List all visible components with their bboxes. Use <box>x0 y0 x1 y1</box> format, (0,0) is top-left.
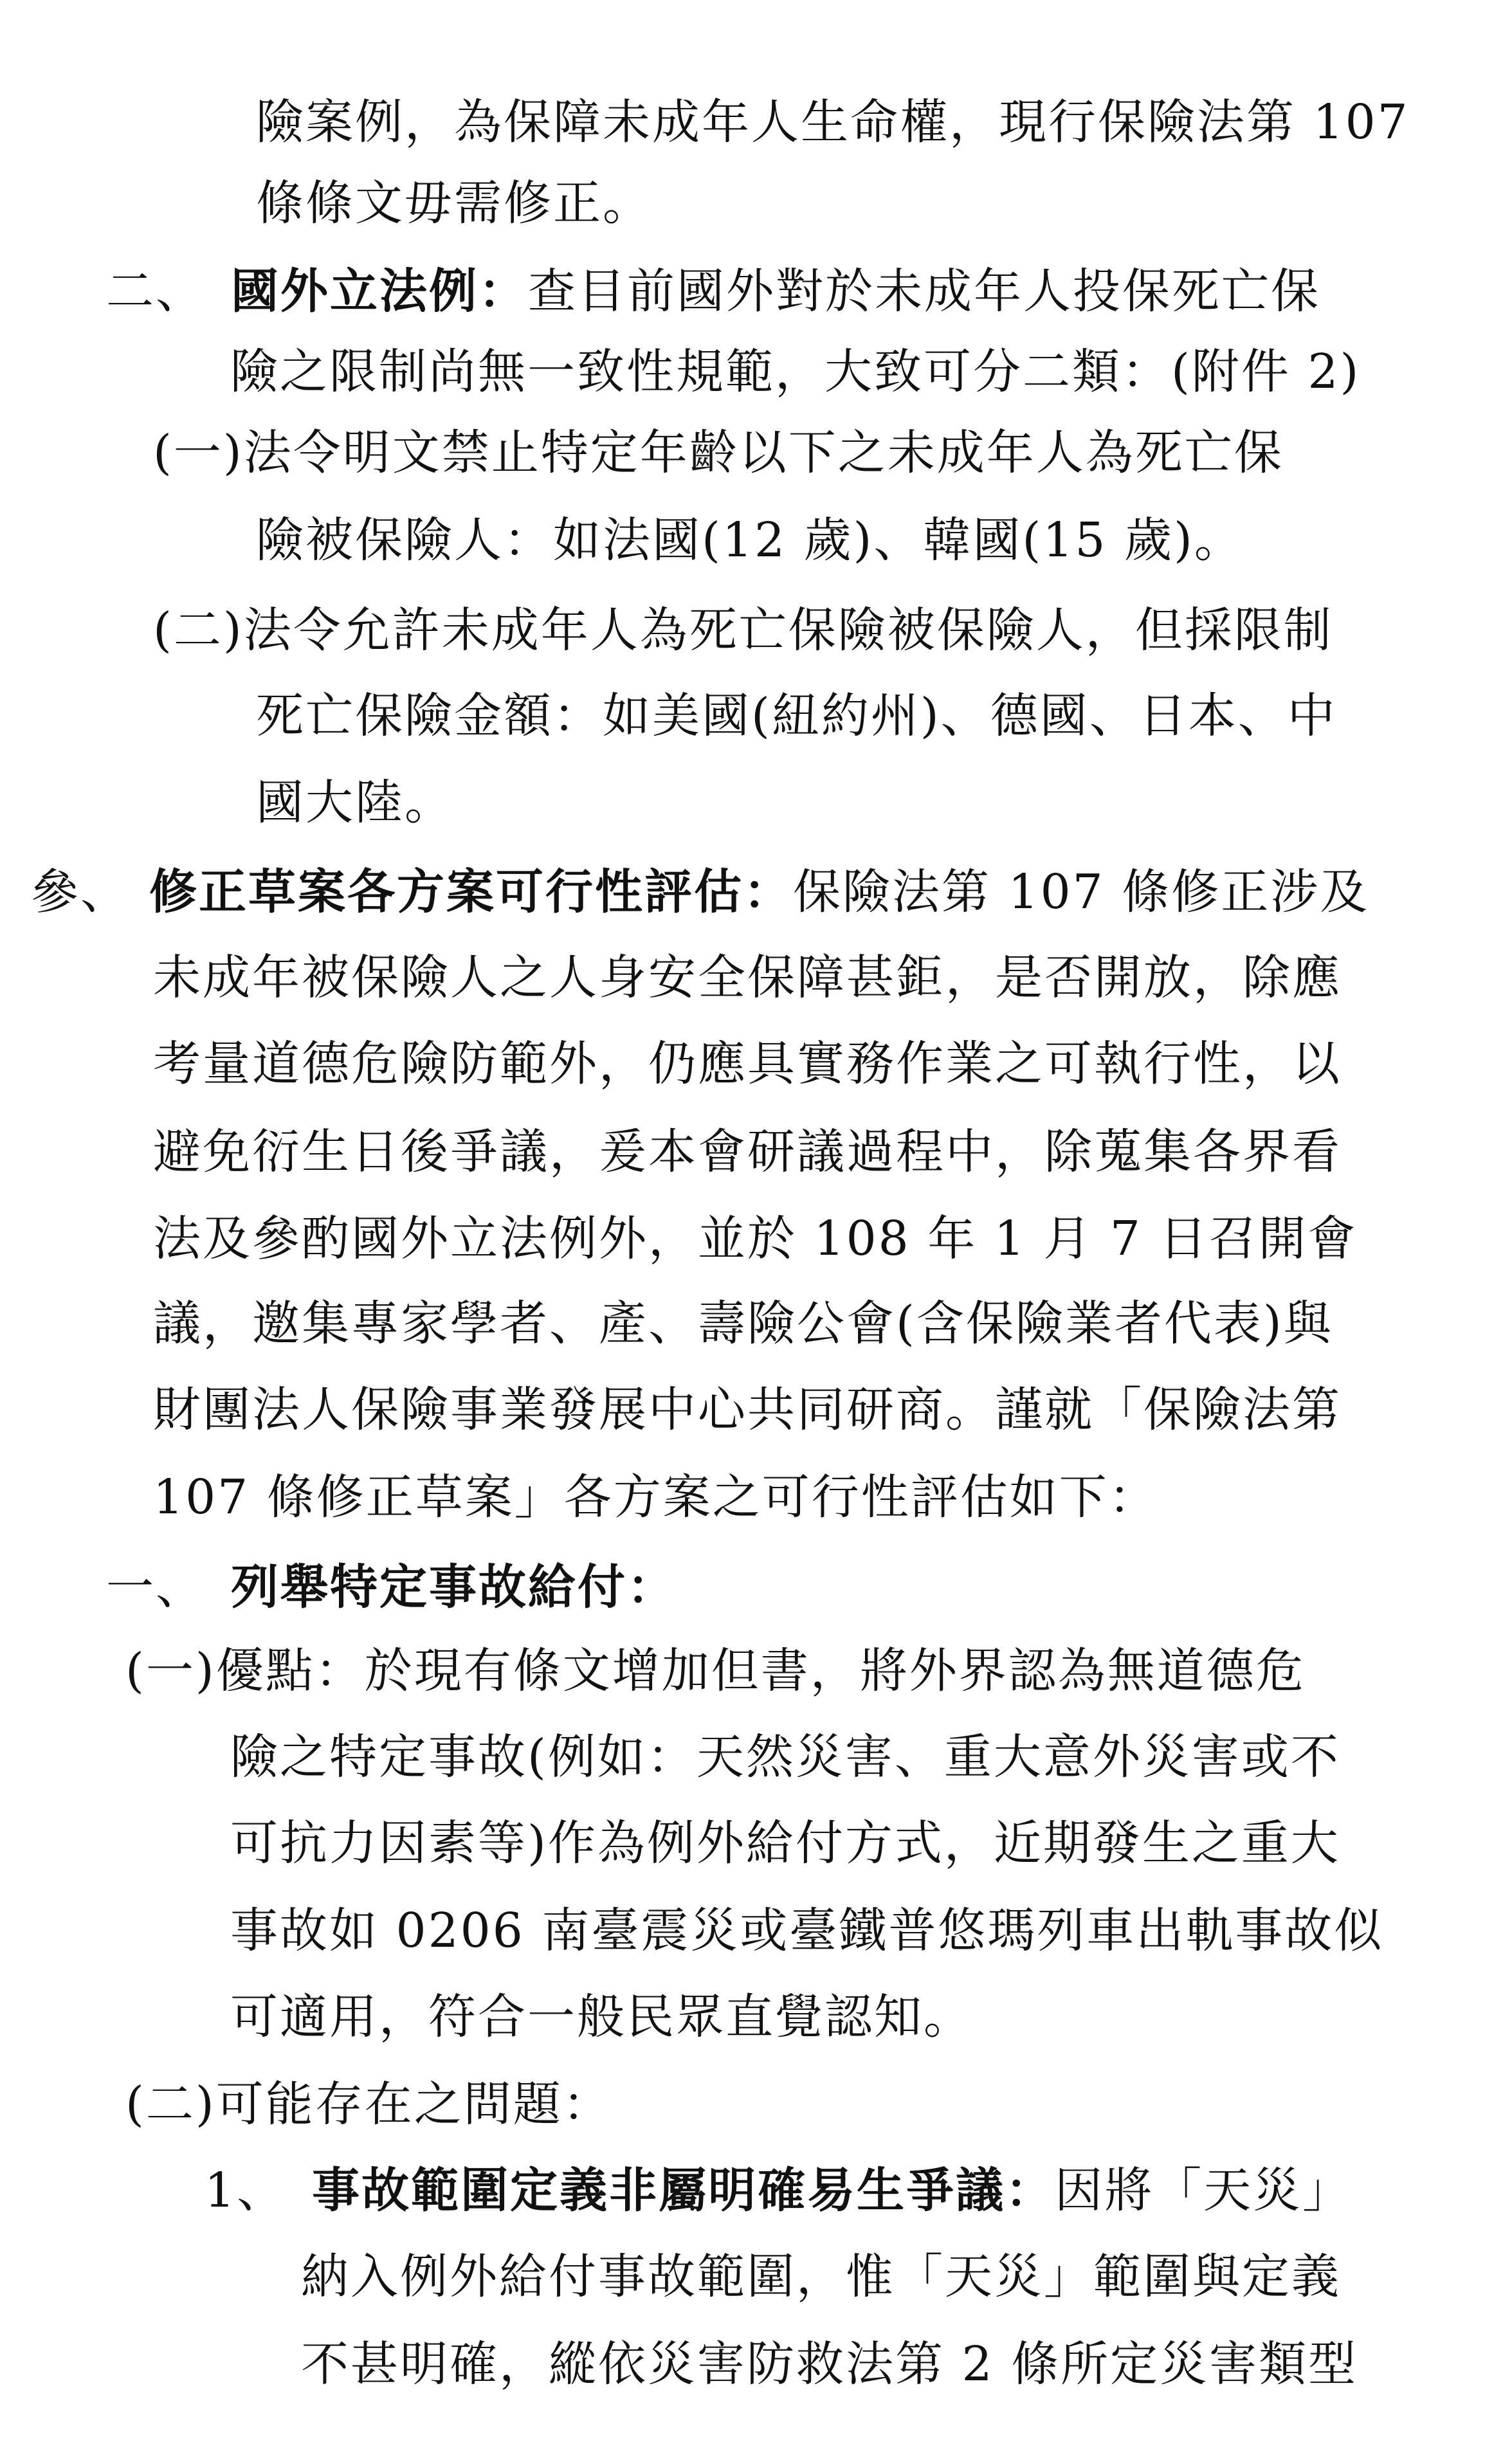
section-title: 國外立法例： <box>231 264 528 319</box>
text-line: 議，邀集專家學者、產、壽險公會(含保險業者代表)與 <box>153 1296 1333 1351</box>
item-title: 事故範圍定義非屬明確易生爭議： <box>312 2163 1055 2218</box>
text-line: 考量道德危險防範外，仍應具實務作業之可執行性，以 <box>153 1036 1342 1091</box>
text-line: 可抗力因素等)作為例外給付方式，近期發生之重大 <box>230 1816 1340 1871</box>
text-line: 險案例，為保障未成年人生命權，現行保險法第 107 <box>256 95 1410 150</box>
section-title: 修正草案各方案可行性評估： <box>149 864 793 920</box>
section-heading <box>106 1555 677 1619</box>
text-line: 險被保險人：如法國(12 歲)、韓國(15 歲)。 <box>256 513 1244 568</box>
text-line: 財團法人保險事業發展中心共同研商。謹就「保險法第 <box>153 1382 1342 1437</box>
text-line: 107 條修正草案」各方案之可行性評估如下： <box>153 1470 1158 1525</box>
section-marker: 一、 <box>106 1560 205 1615</box>
text-line: (一)優點：於現有條文增加但書，將外界認為無道德危 <box>125 1643 1306 1699</box>
text-line: 法及參酌國外立法例外，並於 108 年 1 月 7 日召開會 <box>153 1211 1358 1266</box>
text-line: 可適用，符合一般民眾直覺認知。 <box>230 1989 973 2045</box>
text-line: 未成年被保險人之人身安全保障甚鉅，是否開放，除應 <box>153 950 1342 1005</box>
text-line: 避免衍生日後爭議，爰本會研議過程中，除蒐集各界看 <box>153 1124 1342 1180</box>
section-title: 列舉特定事故給付： <box>231 1560 677 1615</box>
text-line: 納入例外給付事故範圍，惟「天災」範圍與定義 <box>301 2249 1341 2304</box>
section-heading: 二、 國外立法例：查目前國外對於未成年人投保死亡保 <box>106 264 1320 319</box>
text-line: 事故如 0206 南臺震災或臺鐵普悠瑪列車出軌事故似 <box>230 1903 1384 1958</box>
text-line: 國大陸。 <box>256 775 454 830</box>
text-line: (二)法令允許未成年人為死亡保險被保險人，但採限制 <box>153 603 1333 658</box>
section-heading: 參、 修正草案各方案可行性評估：保險法第 107 條修正涉及 <box>31 864 1370 920</box>
text-line: 險之特定事故(例如：天然災害、重大意外災害或不 <box>230 1729 1340 1785</box>
text-line: 死亡保險金額：如美國(紐約州)、德國、日本、中 <box>256 688 1337 743</box>
text-line: 險之限制尚無一致性規範，大致可分二類：(附件 2) <box>230 344 1361 399</box>
text-line: (二)可能存在之問題： <box>125 2077 612 2132</box>
text-line: 條條文毋需修正。 <box>256 176 652 231</box>
text-line: (一)法令明文禁止特定年齡以下之未成年人為死亡保 <box>153 425 1284 480</box>
section-marker: 二、 <box>106 264 205 319</box>
item-marker: 1、 <box>205 2163 287 2218</box>
sub-item-heading: 1、 事故範圍定義非屬明確易生爭議：因將「天災」 <box>205 2163 1353 2218</box>
section-marker: 參、 <box>31 864 130 920</box>
text-line: 不甚明確，縱依災害防救法第 2 條所定災害類型 <box>301 2337 1358 2392</box>
